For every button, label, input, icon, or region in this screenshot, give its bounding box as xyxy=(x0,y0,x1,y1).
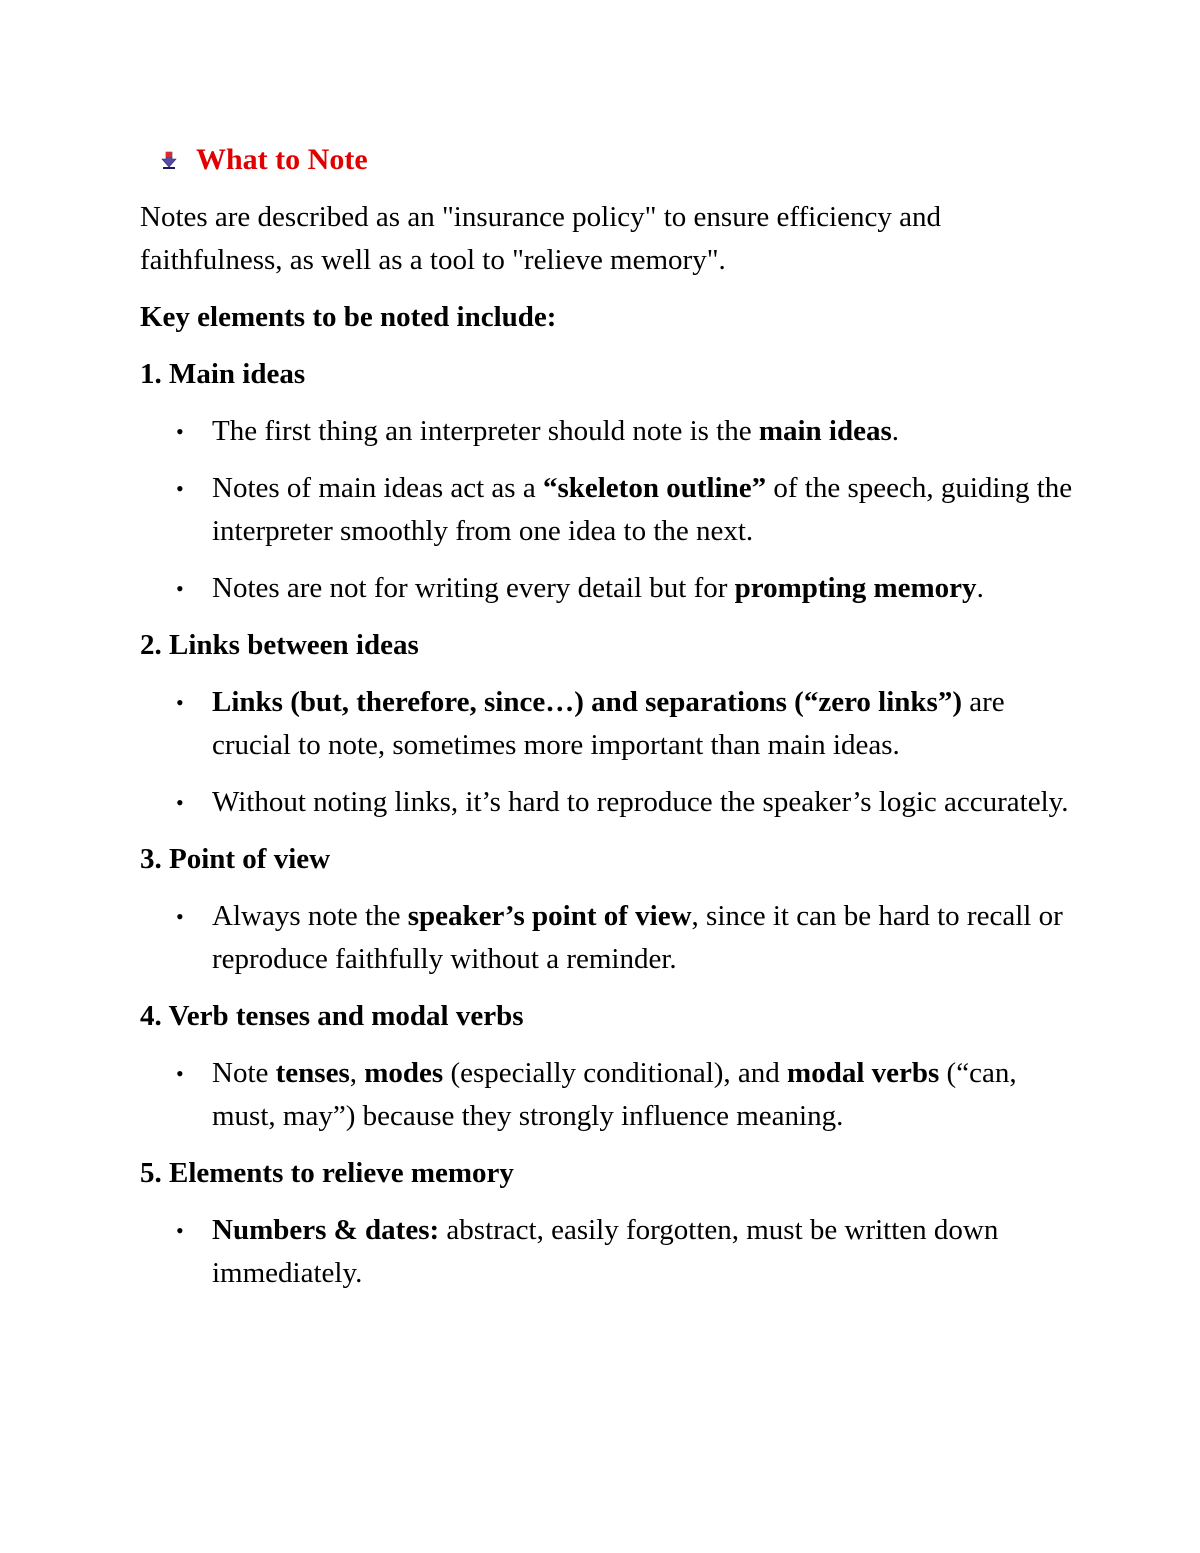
item-text-end: . xyxy=(891,415,900,447)
section-verb-tenses xyxy=(140,995,1080,1138)
document-body xyxy=(140,196,1080,1309)
section-title: 4. Verb tenses and modal verbs xyxy=(140,1000,524,1032)
item-emphasis: main ideas xyxy=(758,415,892,447)
item-text: Always note the xyxy=(212,900,408,932)
item-text-end: of the speech, guiding the interpreter smoothly from one idea to the next. xyxy=(212,472,1073,547)
item-text: Note xyxy=(212,1057,276,1089)
item-emphasis: tenses xyxy=(275,1057,350,1089)
list-item xyxy=(140,410,1080,453)
list-item xyxy=(140,781,1080,824)
item-emphasis: prompting memory xyxy=(734,572,977,604)
bullet-list xyxy=(140,895,1080,981)
arrow-down-bullet-icon xyxy=(160,150,178,170)
item-text-end: (“can, must, may”) because they strongly influence meaning. xyxy=(212,1057,1017,1132)
bullet-dot: • xyxy=(176,576,184,601)
bullet-dot: • xyxy=(176,476,184,501)
item-text-end: abstract, easily forgotten, must be written down immediately. xyxy=(212,1214,999,1289)
list-item xyxy=(140,681,1080,767)
bullet-list xyxy=(140,1209,1080,1295)
lead-line: Key elements to be noted include: xyxy=(140,301,557,333)
bullet-list xyxy=(140,681,1080,824)
bullet-list xyxy=(140,410,1080,610)
section-title: 2. Links between ideas xyxy=(140,629,419,661)
item-text-end: , since it can be hard to recall or reproduce faithfully without a reminder. xyxy=(212,900,1063,975)
item-emphasis: “skeleton outline” xyxy=(542,472,767,504)
list-item xyxy=(140,895,1080,981)
section-heading xyxy=(160,140,368,180)
item-text-mid: (especially conditional), and xyxy=(443,1057,788,1089)
item-emphasis: modes xyxy=(364,1057,444,1089)
item-emphasis: modal verbs xyxy=(787,1057,940,1089)
item-text: The first thing an interpreter should note is the xyxy=(212,415,759,447)
intro-paragraph: Notes are described as an "insurance policy" to ensure efficiency and faithfulness, as well as a tool to "relieve memory". xyxy=(140,201,941,276)
section-point-of-view xyxy=(140,838,1080,981)
item-emphasis: Links (but, therefore, since…) and separations (“zero links”) xyxy=(212,686,962,718)
bullet-dot: • xyxy=(176,1061,184,1086)
section-title: 1. Main ideas xyxy=(140,358,306,390)
item-text-mid: , xyxy=(349,1057,365,1089)
section-title: 5. Elements to relieve memory xyxy=(140,1157,514,1189)
item-text-end: are crucial to note, sometimes more important than main ideas. xyxy=(212,686,1005,761)
item-text: Without noting links, it’s hard to reproduce the speaker’s logic accurately. xyxy=(212,786,1069,818)
list-item xyxy=(140,1052,1080,1138)
bullet-dot: • xyxy=(176,904,184,929)
item-emphasis: Numbers & dates: xyxy=(212,1214,440,1246)
section-title: 3. Point of view xyxy=(140,843,331,875)
list-item xyxy=(140,1209,1080,1295)
bullet-dot: • xyxy=(176,690,184,715)
heading-title: What to Note xyxy=(196,143,368,176)
section-relieve-memory xyxy=(140,1152,1080,1295)
bullet-dot: • xyxy=(176,790,184,815)
section-links xyxy=(140,624,1080,824)
item-text: Notes are not for writing every detail but for xyxy=(212,572,735,604)
bullet-dot: • xyxy=(176,1218,184,1243)
bullet-dot: • xyxy=(176,419,184,444)
item-text-end: . xyxy=(976,572,984,604)
item-text: Notes of main ideas act as a xyxy=(212,472,543,504)
item-emphasis: speaker’s point of view xyxy=(407,900,692,932)
list-item xyxy=(140,467,1080,553)
section-main-ideas xyxy=(140,353,1080,610)
list-item xyxy=(140,567,1080,610)
bullet-list xyxy=(140,1052,1080,1138)
